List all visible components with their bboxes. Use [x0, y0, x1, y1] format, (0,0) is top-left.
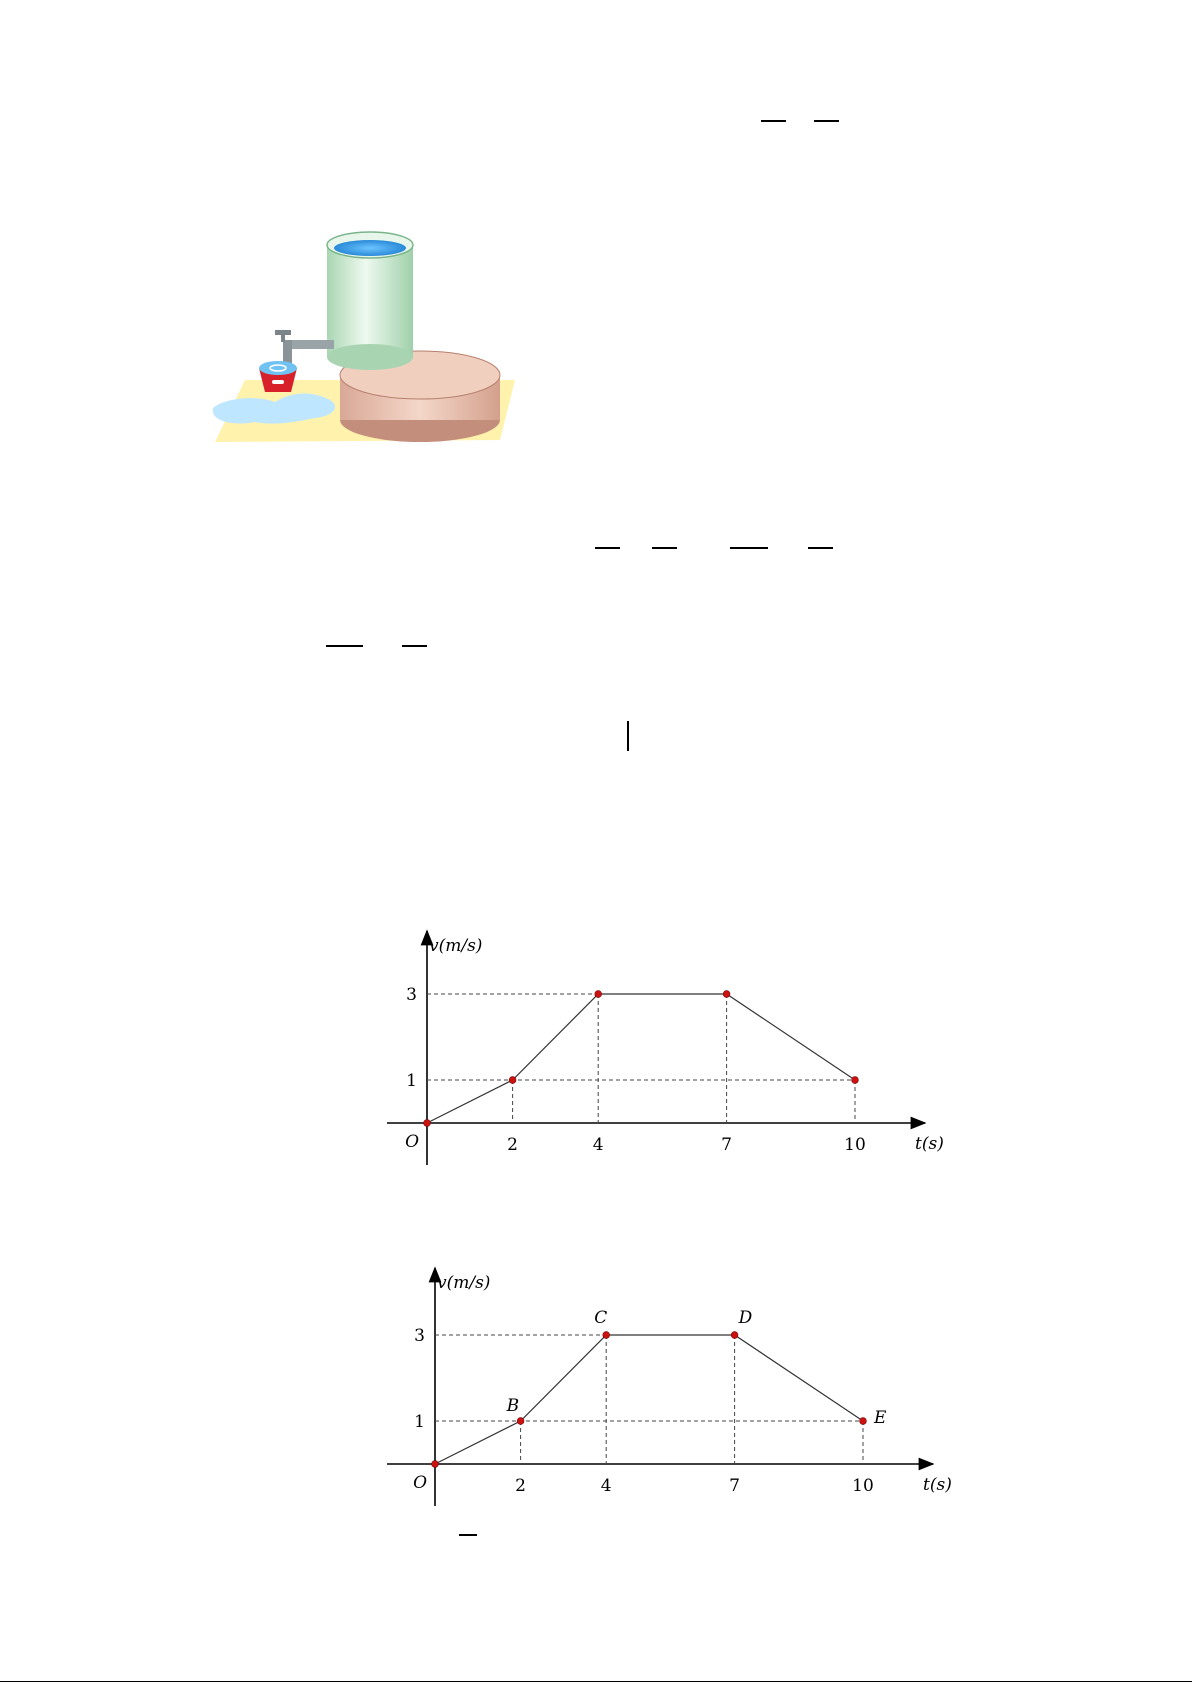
fraction-bar: [402, 645, 427, 647]
x-tick-label: 4: [600, 1476, 612, 1496]
x-tick-label: 10: [844, 1135, 866, 1155]
x-tick-label: 10: [852, 1476, 874, 1496]
data-point: [731, 1332, 738, 1339]
x-axis-label: t(s): [923, 1475, 952, 1495]
data-point: [509, 1077, 516, 1084]
x-tick-label: 7: [721, 1135, 733, 1155]
x-tick-label: 2: [507, 1135, 519, 1155]
y-tick-label: 3: [406, 985, 417, 1005]
data-point: [860, 1418, 867, 1425]
water-surface: [334, 240, 406, 256]
fraction-bar: [326, 645, 363, 647]
point-label: B: [506, 1396, 520, 1416]
velocity-time-chart-2: [385, 1260, 952, 1530]
fraction-bar: [652, 547, 677, 549]
y-tick-label: 1: [406, 1071, 417, 1091]
data-point: [424, 1120, 431, 1127]
y-axis-label: v(m/s): [429, 936, 483, 956]
data-point: [852, 1077, 859, 1084]
point-label: D: [738, 1308, 753, 1328]
series-line: [427, 994, 855, 1123]
y-axis-label: v(m/s): [437, 1273, 491, 1293]
fraction-bar: [730, 547, 768, 549]
x-tick-label: 2: [515, 1476, 527, 1496]
footer-rule: [0, 1681, 1192, 1682]
data-point: [603, 1332, 610, 1339]
data-point: [595, 991, 602, 998]
point-label: C: [594, 1308, 608, 1328]
point-label: E: [874, 1408, 887, 1428]
fraction-bar: [808, 547, 833, 549]
fraction-bar: [814, 120, 839, 122]
fraction-bar: [595, 547, 620, 549]
y-tick-label: 3: [414, 1326, 425, 1346]
fraction-bar: [761, 120, 786, 122]
velocity-time-chart-1: [385, 925, 945, 1195]
data-point: [723, 991, 730, 998]
evaluation-bar: [627, 721, 629, 751]
origin-label: O: [405, 1132, 419, 1152]
water-tank-illustration: [215, 230, 515, 450]
x-tick-label: 7: [729, 1476, 741, 1496]
x-axis-label: t(s): [915, 1134, 944, 1154]
origin-label: O: [413, 1473, 427, 1493]
data-point: [517, 1418, 524, 1425]
fraction-bar: [459, 1534, 477, 1536]
pipe: [288, 340, 334, 349]
data-point: [432, 1461, 439, 1468]
series-line: [435, 1335, 863, 1464]
x-tick-label: 4: [592, 1135, 604, 1155]
y-tick-label: 1: [414, 1412, 425, 1432]
